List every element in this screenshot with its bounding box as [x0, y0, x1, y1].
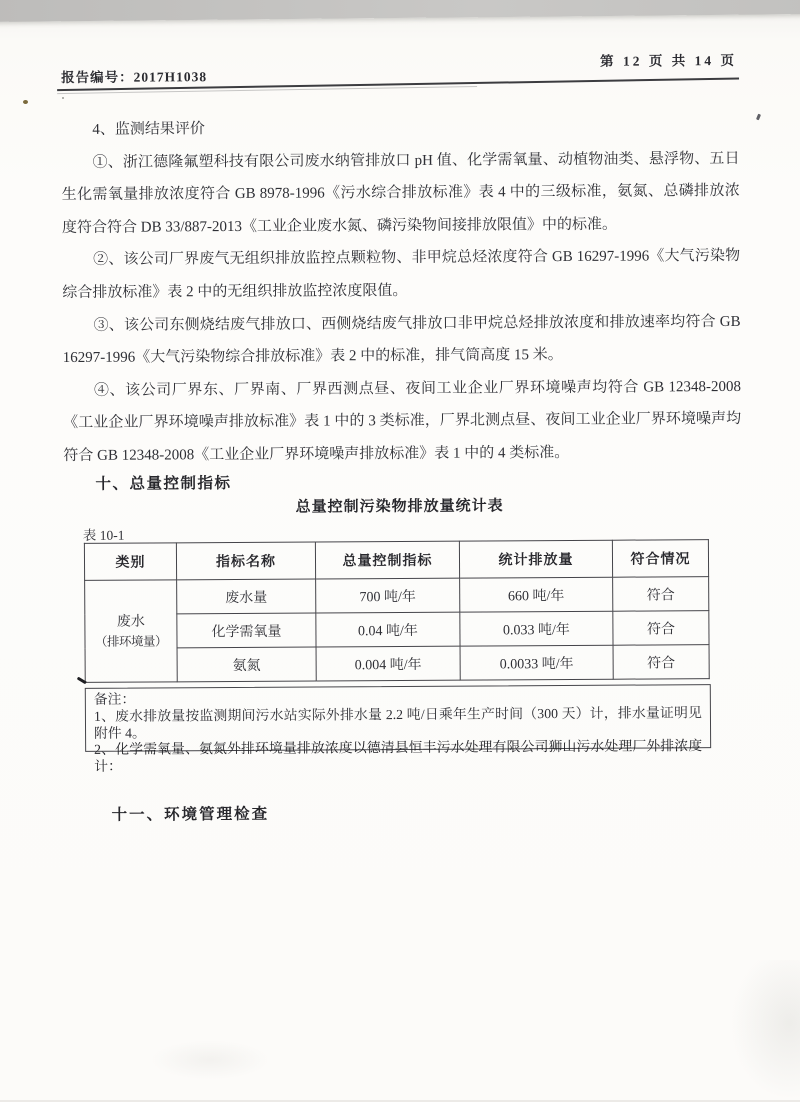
control-value: 0.004 吨/年	[316, 646, 460, 681]
indicator-name: 氨氮	[177, 647, 316, 682]
category-note: （排环境量）	[94, 633, 168, 649]
header-cell-control: 总量控制指标	[315, 541, 459, 579]
compliance-status: 符合	[613, 611, 709, 646]
category-name: 废水	[116, 614, 145, 630]
table-header-row	[84, 540, 708, 581]
header-cell-indicator: 指标名称	[176, 542, 315, 580]
header-cell-category: 类别	[84, 543, 176, 581]
section10-heading: 十、总量控制指标	[95, 475, 232, 493]
indicator-name: 化学需氧量	[177, 613, 316, 648]
stat-value: 0.033 吨/年	[460, 611, 613, 646]
page-indicator: 第 12 页 共 14 页	[600, 52, 738, 69]
notes-label: 备注：	[93, 691, 136, 707]
category-cell	[85, 580, 178, 683]
stat-value: 660 吨/年	[460, 577, 613, 612]
scan-smudge	[730, 960, 800, 1100]
scan-speck	[62, 97, 64, 99]
table-row	[85, 645, 709, 683]
section4-body	[61, 110, 741, 473]
scan-smudge	[150, 1040, 270, 1080]
header-cell-compliance: 符合情况	[612, 540, 708, 578]
emission-stats-table	[84, 539, 710, 683]
table-row	[85, 577, 709, 615]
paragraph-3: ③、该公司东侧烧结废气排放口、西侧烧结废气排放口非甲烷总烃排放浓度和排放速率均符合 GB 16297-1996《大气污染物综合排放标准》表 2 中的标准，排气筒高度 15 米。	[62, 313, 741, 367]
table-caption: 表 10-1	[82, 527, 125, 543]
stat-value: 0.0033 吨/年	[460, 645, 613, 680]
control-value: 700 吨/年	[316, 578, 460, 613]
control-value: 0.04 吨/年	[316, 612, 460, 647]
note-line-2: 2、化学需氧量、氨氮外排环境量排放浓度以德清县恒丰污水处理有限公司狮山污水处理厂外排浓度计：	[94, 738, 703, 775]
report-number: 报告编号：2017H1038	[61, 69, 208, 86]
paragraph-1: ①、浙江德隆氟塑科技有限公司废水纳管排放口 pH 值、化学需氧量、动植物油类、悬浮物、五日生化需氧量排放浓度符合 GB 8978-1996《污水综合排放标准》表 4 中的三级标准，氨氮、总磷排放浓度符合符合 DB 33/887-2013《工业企业废水氮、磷污染物间接排放限值》中的标准。	[61, 150, 740, 236]
notes-box	[85, 684, 711, 775]
indicator-name: 废水量	[177, 579, 316, 614]
paragraph-4: ④、该公司厂界东、厂界南、厂界西测点昼、夜间工业企业厂界环境噪声均符合 GB 12348-2008《工业企业厂界环境噪声排放标准》表 1 中的 3 类标准，厂界北测点昼、夜间工业企业厂界环境噪声均符合 GB 12348-2008《工业企业厂界环境噪声排放标准》表 1 中的 4 类标准。	[63, 378, 742, 464]
paragraph-2: ②、该公司厂界废气无组织排放监控点颗粒物、非甲烷总烃浓度符合 GB 16297-1996《大气污染物综合排放标准》表 2 中的无组织排放监控浓度限值。	[62, 248, 741, 302]
table-row	[85, 611, 709, 649]
compliance-status: 符合	[613, 577, 709, 612]
note-line-1: 1、废水排放量按监测期间污水站实际外排水量 2.2 吨/日乘年生产时间（300 天）计，排水量证明见附件 4。	[93, 704, 702, 741]
section4-heading: 4、监测结果评价	[92, 121, 205, 138]
header-cell-stat: 统计排放量	[459, 540, 612, 578]
table-title: 总量控制污染物排放量统计表	[295, 497, 504, 516]
compliance-status: 符合	[613, 645, 709, 680]
section11-heading: 十一、环境管理检查	[111, 805, 270, 824]
scan-speck	[23, 100, 28, 104]
